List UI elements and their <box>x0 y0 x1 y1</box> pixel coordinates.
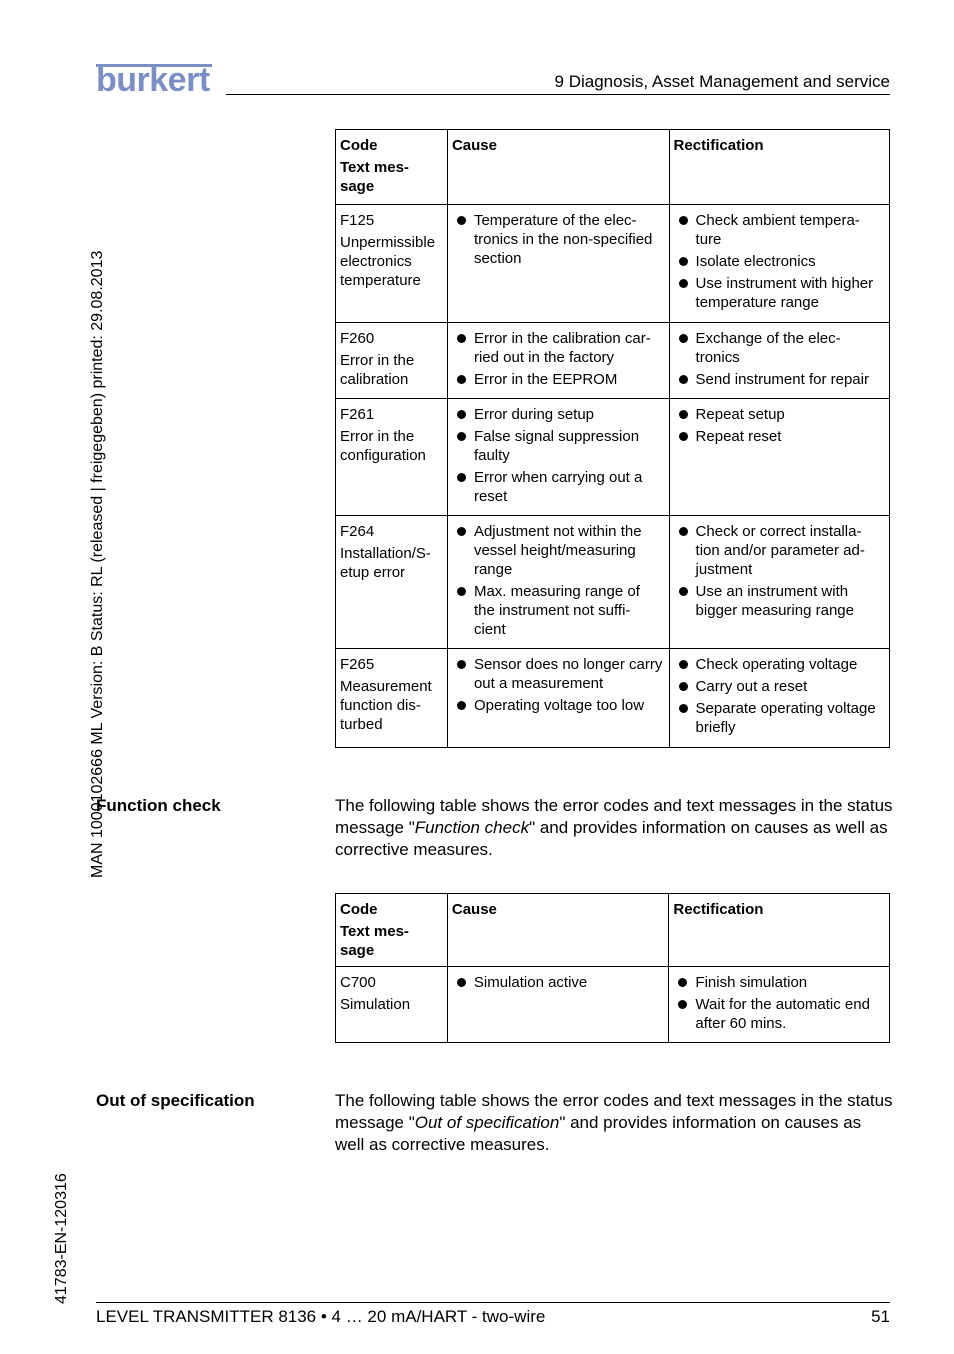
code-cell <box>336 649 448 748</box>
error-message: Measurement function dis- turbed <box>340 678 432 733</box>
rectification-item: Isolate electronics <box>674 252 885 271</box>
rectification-item: Use instrument with higher temperature range <box>674 274 885 312</box>
cause-item: Sensor does no longer carry out a measurement <box>452 655 665 693</box>
footer-title: LEVEL TRANSMITTER 8136 • 4 … 20 mA/HART - two-wire <box>96 1307 546 1326</box>
cause-item: Error in the calibration car- ried out in the factory <box>452 329 665 367</box>
code-cell <box>336 323 448 399</box>
rectification-item: Separate operating voltage briefly <box>674 699 885 737</box>
table-row <box>336 649 890 748</box>
table-row <box>336 399 890 516</box>
error-message: Error in the configuration <box>340 428 426 464</box>
rectification-item: Finish simulation <box>673 973 885 992</box>
cause-item: Error when carrying out a reset <box>452 468 665 506</box>
cause-cell <box>447 516 669 649</box>
burkert-logo: burkert <box>96 61 210 99</box>
cause-item: Max. measuring range of the instrument not suffi- cient <box>452 582 665 639</box>
code-cell <box>336 399 448 516</box>
cause-cell <box>447 205 669 323</box>
rectification-cell <box>669 516 889 649</box>
cause-item: Operating voltage too low <box>452 696 665 715</box>
error-message: Unpermissible electronics temperature <box>340 234 436 289</box>
cause-cell <box>447 399 669 516</box>
cause-cell <box>447 967 669 1043</box>
error-table-function-check <box>335 893 890 1043</box>
error-message: Simulation <box>340 996 411 1013</box>
table-header-row <box>336 894 890 967</box>
error-table-failure <box>335 129 890 748</box>
page-number: 51 <box>871 1307 890 1326</box>
cause-item: Simulation active <box>452 973 665 992</box>
header-rectification: Rectification <box>669 894 890 967</box>
error-code: C700 <box>340 974 376 991</box>
error-code: F260 <box>340 330 375 347</box>
error-code: F261 <box>340 406 375 423</box>
table-row <box>336 967 890 1043</box>
out-of-spec-title: Out of specification <box>96 1091 255 1110</box>
function-check-intro: The following table shows the error codes and text messages in the status message "Function check" and provides information on causes as well as corrective measures. <box>335 796 893 859</box>
header-code: Code Text mes- sage <box>336 130 448 205</box>
rectification-item: Check operating voltage <box>674 655 885 674</box>
rectification-cell <box>669 205 889 323</box>
code-cell <box>336 967 448 1043</box>
out-of-spec-intro: The following table shows the error codes and text messages in the status message "Out of specification" and provides information on causes as well as corrective measures. <box>335 1091 893 1154</box>
header-cause: Cause <box>447 130 669 205</box>
table-header-row <box>336 130 890 205</box>
rectification-cell <box>669 649 889 748</box>
rectification-item: Exchange of the elec- tronics <box>674 329 885 367</box>
table-row <box>336 516 890 649</box>
rectification-item: Wait for the automatic end after 60 mins. <box>673 995 885 1033</box>
error-message: Installation/S- etup error <box>340 545 431 581</box>
rectification-item: Repeat setup <box>674 405 885 424</box>
rectification-item: Use an instrument with bigger measuring range <box>674 582 885 620</box>
error-code: F125 <box>340 212 375 229</box>
table-row <box>336 205 890 323</box>
footer-rule <box>96 1302 890 1303</box>
error-message: Error in the calibration <box>340 352 415 388</box>
cause-item: Adjustment not within the vessel height/measuring range <box>452 522 665 579</box>
header-rule <box>226 94 890 95</box>
function-check-title: Function check <box>96 796 221 815</box>
rectification-cell <box>669 323 889 399</box>
cause-item: False signal suppression faulty <box>452 427 665 465</box>
rectification-item: Send instrument for repair <box>674 370 885 389</box>
rectification-cell <box>669 399 889 516</box>
error-code: F264 <box>340 523 375 540</box>
rectification-item: Carry out a reset <box>674 677 885 696</box>
cause-item: Error during setup <box>452 405 665 424</box>
cause-item: Temperature of the elec- tronics in the non-specified section <box>452 211 665 268</box>
cause-cell <box>447 649 669 748</box>
rectification-item: Check or correct installa- tion and/or parameter ad- justment <box>674 522 885 579</box>
table-row <box>336 323 890 399</box>
code-cell <box>336 205 448 323</box>
side-doc-id: 41783-EN-120316 <box>53 1173 70 1304</box>
rectification-cell <box>669 967 890 1043</box>
header-rectification: Rectification <box>669 130 889 205</box>
cause-cell <box>447 323 669 399</box>
cause-item: Error in the EEPROM <box>452 370 665 389</box>
side-meta-text: MAN 1000102666 ML Version: B Status: RL (released | freigegeben) printed: 29.08.2013 <box>89 250 106 878</box>
code-cell <box>336 516 448 649</box>
rectification-item: Repeat reset <box>674 427 885 446</box>
chapter-title: 9 Diagnosis, Asset Management and service <box>554 72 890 91</box>
header-cause: Cause <box>447 894 669 967</box>
header-code: Code Text mes- sage <box>336 894 448 967</box>
rectification-item: Check ambient tempera- ture <box>674 211 885 249</box>
error-code: F265 <box>340 656 375 673</box>
